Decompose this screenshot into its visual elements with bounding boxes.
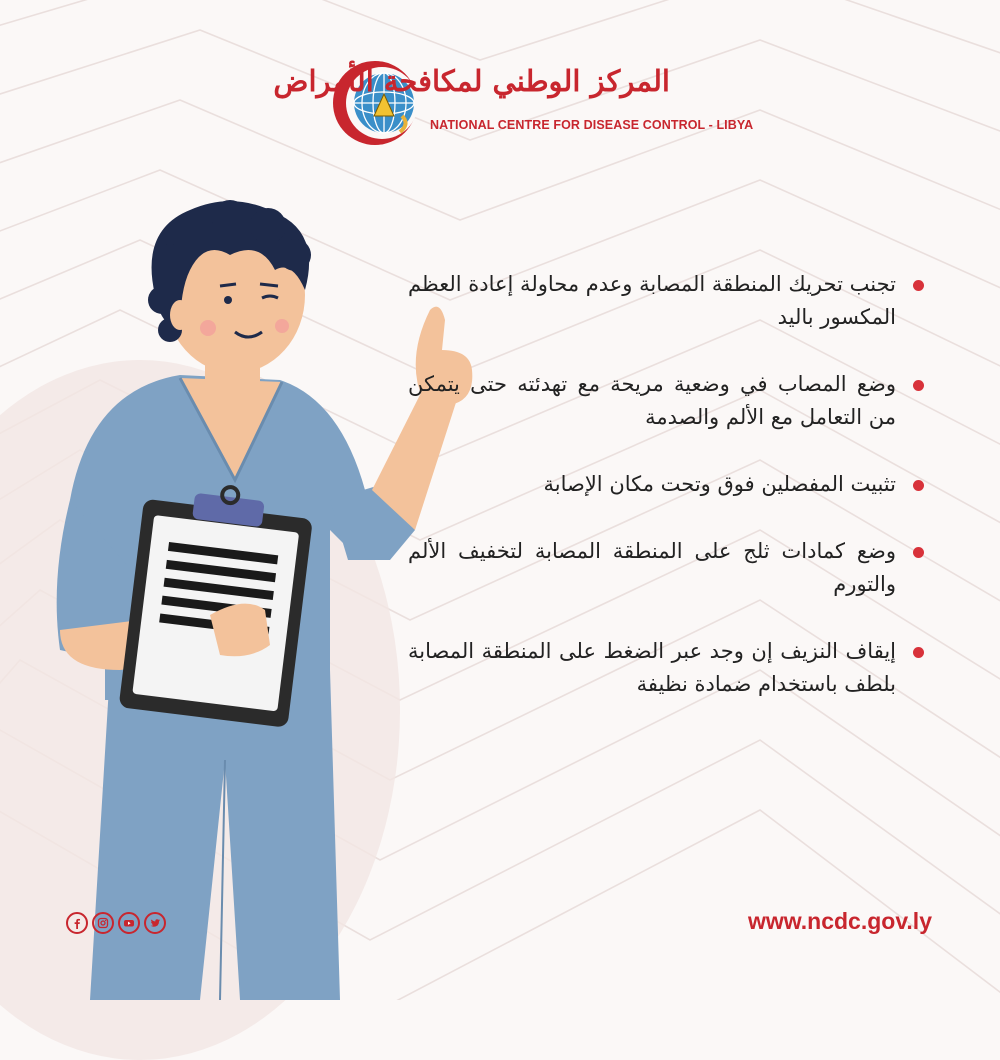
ncdc-logo	[273, 58, 754, 150]
tip-item	[408, 635, 928, 701]
tip-text: وضع المصاب في وضعية مريحة مع تهدئته حتى يتمكن من التعامل مع الألم والصدمة	[408, 372, 896, 429]
tip-item	[408, 468, 928, 501]
website-link[interactable]: www.ncdc.gov.ly	[747, 908, 932, 934]
logo-arabic-name: المركز الوطني لمكافحة الأمراض	[273, 64, 670, 98]
tip-text: وضع كمادات ثلج على المنطقة المصابة لتخفيف الألم والتورم	[408, 539, 896, 596]
logo-english-name: NATIONAL CENTRE FOR DISEASE CONTROL - LIBYA	[430, 118, 754, 132]
tip-text: تجنب تحريك المنطقة المصابة وعدم محاولة إعادة العظم المكسور باليد	[408, 272, 896, 329]
bullet-dot	[913, 280, 924, 291]
tip-text: تثبيت المفصلين فوق وتحت مكان الإصابة	[543, 472, 896, 496]
first-aid-tips-list	[408, 268, 928, 735]
bullet-dot	[913, 547, 924, 558]
bullet-dot	[913, 480, 924, 491]
bullet-dot	[913, 647, 924, 658]
twitter-icon[interactable]	[144, 912, 166, 934]
tip-item	[408, 368, 928, 434]
instagram-icon[interactable]	[92, 912, 114, 934]
facebook-icon[interactable]	[66, 912, 88, 934]
tip-item	[408, 268, 928, 334]
tip-item	[408, 535, 928, 601]
bullet-dot	[913, 380, 924, 391]
tip-text: إيقاف النزيف إن وجد عبر الضغط على المنطقة المصابة بلطف باستخدام ضمادة نظيفة	[408, 639, 896, 696]
social-links	[66, 912, 166, 934]
youtube-icon[interactable]	[118, 912, 140, 934]
